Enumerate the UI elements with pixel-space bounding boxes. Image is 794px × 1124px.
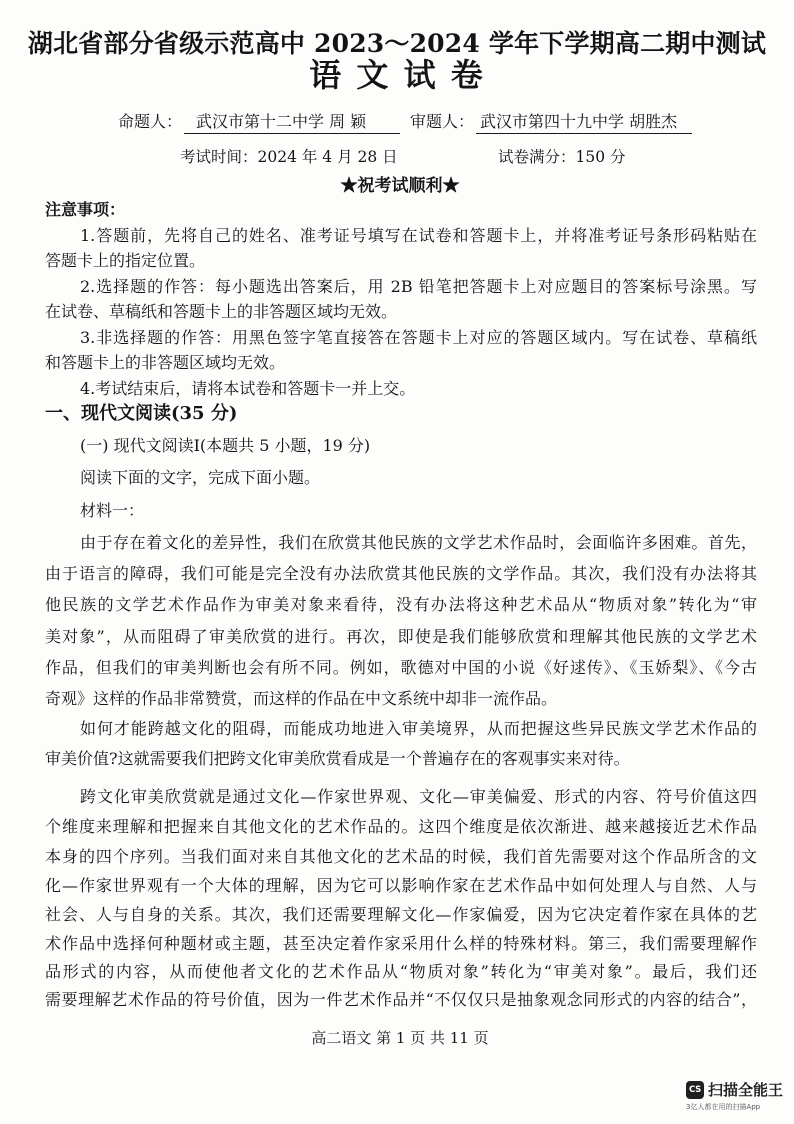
reviewer-label: 审题人：	[410, 112, 475, 131]
material-label: 材料一：	[80, 501, 145, 520]
scanner-logo-icon: CS	[686, 1081, 704, 1099]
paragraph-line: 美对象”，从而阻碍了审美欣赏的进行。再次，即使是我们能够欣赏和理解其他民族的文学艺术	[45, 627, 757, 646]
section-heading: 一、现代文阅读(35 分)	[45, 403, 238, 424]
paragraph-line: 审美价值?这就需要我们把跨文化审美欣赏看成是一个普遍存在的客观事实来对待。	[45, 749, 630, 768]
exam-title: 湖北省部分省级示范高中 2023～2024 学年下学期高二期中测试	[27, 29, 767, 58]
exam-time: 考试时间：2024 年 4 月 28 日	[180, 148, 398, 166]
scanner-tagline: 3亿人都在用的扫描App	[686, 1103, 761, 1111]
reviewer-name: 武汉市第四十九中学 胡胜杰	[476, 112, 692, 134]
paragraph-line: 术作品中选择何种题材或主题，甚至决定着作家采用什么样的特殊材料。第三，我们需要理解作	[45, 934, 757, 953]
good-luck-wish: ★祝考试顺利★	[340, 176, 460, 196]
paragraph-line: 由于语言的障碍，我们可能是完全没有办法欣赏其他民族的文学作品。其次，我们没有办法将其	[45, 564, 757, 583]
scanner-brand: 扫描全能王	[708, 1081, 784, 1099]
paragraph-line: 奇观》这样的作品非常赞赏，而这样的作品在中文系统中却非一流作品。	[45, 689, 558, 708]
notice-heading: 注意事项：	[45, 200, 126, 219]
part-heading: (一) 现代文阅读Ⅰ(本题共 5 小题，19 分)	[80, 436, 371, 455]
reading-instruction: 阅读下面的文字，完成下面小题。	[80, 468, 321, 487]
setter-name: 武汉市第十二中学 周 颖	[184, 112, 400, 134]
paragraph-line: 如何才能跨越文化的阻碍，而能成功地进入审美境界，从而把握这些异民族文学艺术作品的	[80, 719, 757, 738]
footer-page-number: 高二语文 第 1 页 共 11 页	[311, 1029, 489, 1047]
notice-item-line: 3.非选择题的作答：用黑色签字笔直接答在答题卡上对应的答题区域内。写在试卷、草稿纸	[80, 328, 757, 347]
notice-item-line: 4.考试结束后，请将本试卷和答题卡一并上交。	[80, 379, 416, 398]
notice-item-line: 和答题卡上的非答题区域均无效。	[45, 353, 286, 372]
paragraph-line: 由于存在着文化的差异性，我们在欣赏其他民族的文学艺术作品时，会面临许多困难。首先，	[80, 533, 757, 552]
paragraph-line: 跨文化审美欣赏就是通过文化—作家世界观、文化—审美偏爱、形式的内容、符号价值这四	[80, 787, 757, 806]
paragraph-line: 社会、人与自身的关系。其次，我们还需要理解文化—作家偏爱，因为它决定着作家在具体的艺	[45, 905, 757, 924]
paragraph-line: 个维度来理解和把握来自其他文化的艺术作品的。这四个维度是依次渐进、越来越接近艺术作品	[45, 817, 757, 836]
paragraph-line: 化—作家世界观有一个大体的理解，因为它可以影响作家在艺术作品中如何处理人与自然、人与	[45, 876, 757, 895]
subject-title: 语 文 试 卷	[309, 56, 485, 94]
paragraph-line: 作品，但我们的审美判断也会有所不同。例如，歌德对中国的小说《好逑传》、《玉娇梨》、《今古	[45, 658, 757, 677]
notice-item-line: 1.答题前，先将自己的姓名、准考证号填写在试卷和答题卡上，并将准考证号条形码粘贴在	[80, 226, 757, 245]
full-score: 试卷满分：150 分	[498, 148, 626, 166]
paragraph-line: 本身的四个序列。当我们面对来自其他文化的艺术品的时候，我们首先需要对这个作品所含的文	[45, 847, 757, 866]
paragraph-line: 需要理解艺术作品的符号价值，因为一件艺术作品并“不仅仅只是抽象观念同形式的内容的结合”，	[45, 990, 757, 1009]
notice-item-line: 在试卷、草稿纸和答题卡上的非答题区域均无效。	[45, 302, 398, 321]
notice-item-line: 答题卡上的指定位置。	[45, 251, 206, 270]
setter-label: 命题人：	[118, 112, 183, 131]
paragraph-line: 他民族的文学艺术作品作为审美对象来看待，没有办法将这种艺术品从“物质对象”转化为“审	[45, 595, 757, 614]
notice-item-line: 2.选择题的作答：每小题选出答案后，用 2B 铅笔把答题卡上对应题目的答案标号涂黑。写	[80, 277, 757, 296]
paragraph-line: 品形式的内容，从而使他者文化的艺术作品从“物质对象”转化为“审美对象”。最后，我们还	[45, 962, 757, 981]
